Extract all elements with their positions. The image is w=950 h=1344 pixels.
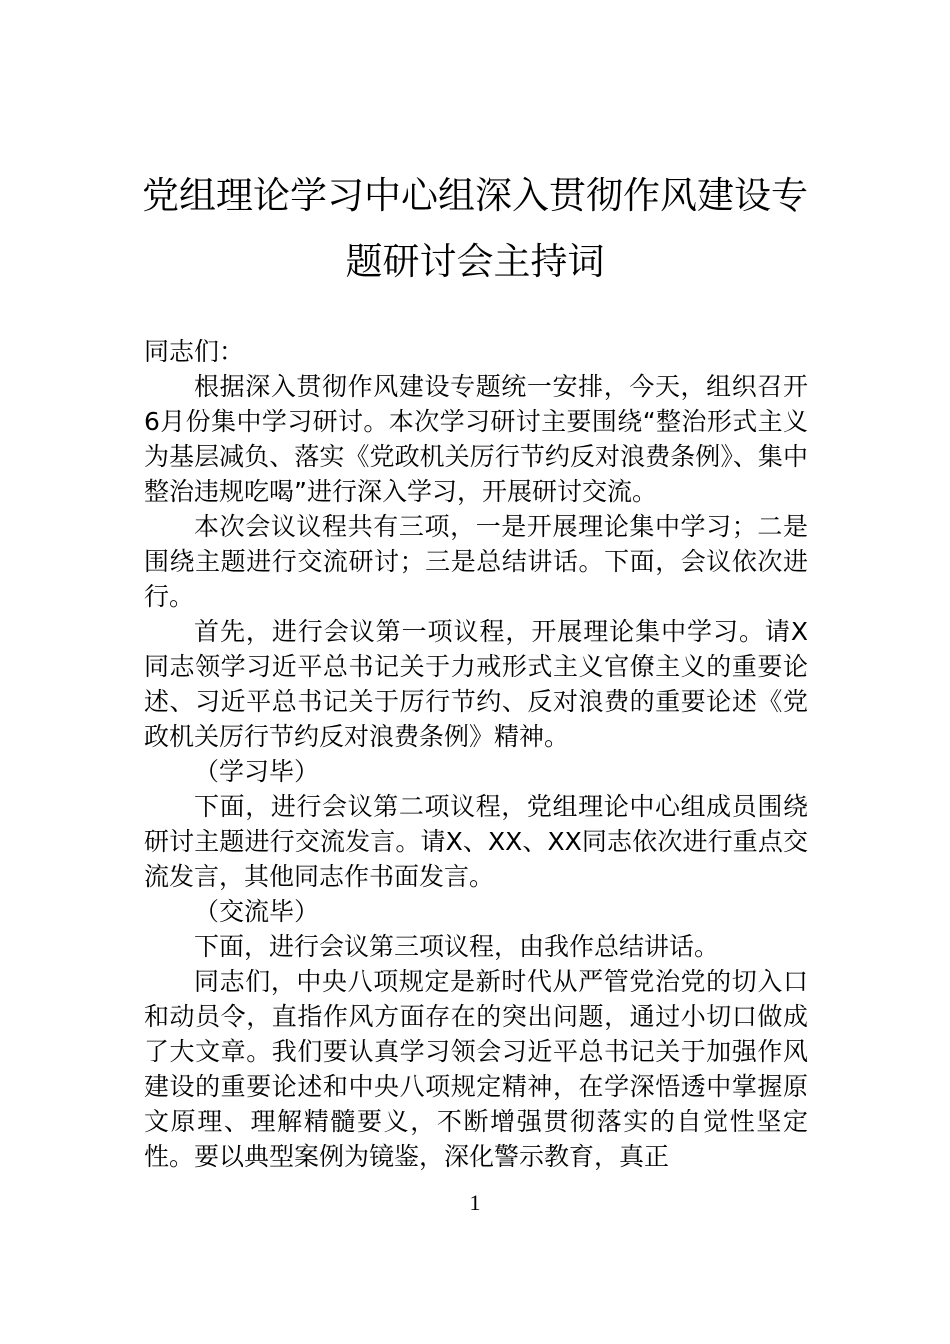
note-exchange-finished: （交流毕） xyxy=(194,897,320,926)
paragraph-item-three: 下面，进行会议第三项议程，由我作总结讲话。 xyxy=(194,932,720,961)
document-title-line-1: 党组理论学习中心组深入贯彻作风建设专 xyxy=(142,174,808,217)
paragraph-agenda: 本次会议议程共有三项，一是开展理论集中学习；二是围绕主题进行交流研讨；三是总结讲话。下面，会议依次进行。 xyxy=(144,512,808,611)
note-study-finished: （学习毕） xyxy=(194,757,320,786)
salutation: 同志们： xyxy=(144,337,245,366)
paragraph-summary: 同志们，中央八项规定是新时代从严管党治党的切入口和动员令，直指作风方面存在的突出问题，通过小切口做成了大文章。我们要认真学习领会习近平总书记关于加强作风建设的重要论述和中央八项规定精神，在学深悟透中掌握原文原理、理解精髓要义，不断增强贯彻落实的自觉性坚定性。要以典型案例为镜鉴，深化警示教育，真正 xyxy=(144,967,808,1171)
paragraph-intro: 根据深入贯彻作风建设专题统一安排，今天，组织召开6月份集中学习研讨。本次学习研讨主要围绕“整治形式主义为基层减负、落实《党政机关厉行节约反对浪费条例》、集中整治违规吃喝”进行深入学习，开展研讨交流。 xyxy=(144,372,808,506)
paragraph-item-one: 首先，进行会议第一项议程，开展理论集中学习。请X同志领学习近平总书记关于力戒形式主义官僚主义的重要论述、习近平总书记关于厉行节约、反对浪费的重要论述《党政机关厉行节约反对浪费条例》精神。 xyxy=(144,617,808,751)
paragraph-item-two: 下面，进行会议第二项议程，党组理论中心组成员围绕研讨主题进行交流发言。请X、XX、XX同志依次进行重点交流发言，其他同志作书面发言。 xyxy=(144,792,808,891)
page-number: 1 xyxy=(469,1190,481,1215)
document-title-line-2: 题研讨会主持词 xyxy=(345,240,605,283)
document-body xyxy=(144,334,808,1174)
